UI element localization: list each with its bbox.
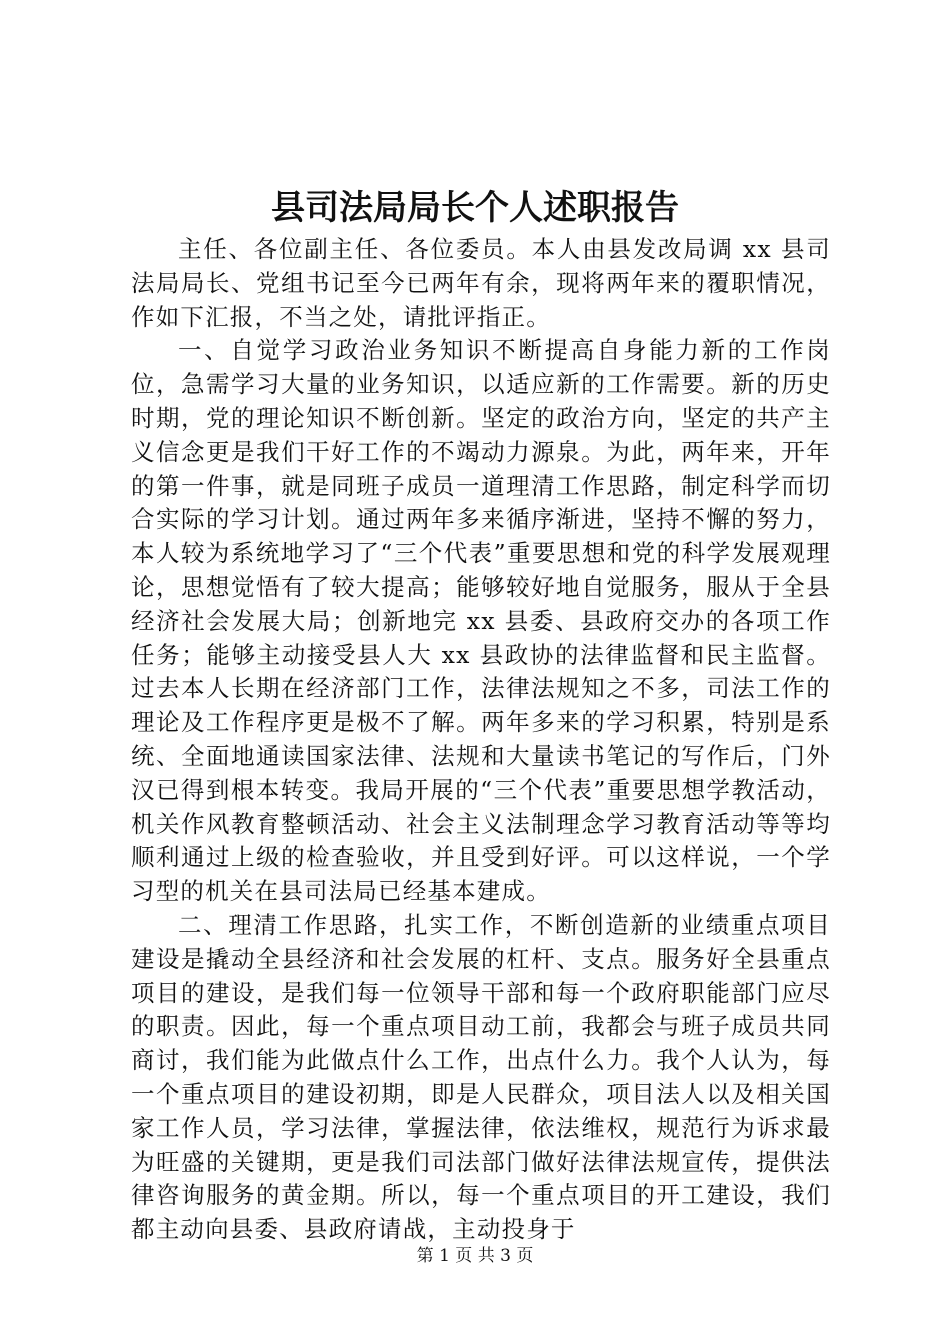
paragraph-intro: 主任、各位副主任、各位委员。本人由县发改局调 xx 县司法局局长、党组书记至今已两年有余，现将两年来的覆职情况，作如下汇报，不当之处，请批评指正。 (131, 235, 831, 331)
paragraph-section-two: 二、理清工作思路，扎实工作，不断创造新的业绩重点项目建设是撬动全县经济和社会发展的杠杆、支点。服务好全县重点项目的建设，是我们每一位领导干部和每一个政府职能部门应尽的职责。因此，每一个重点项目动工前，我都会与班子成员共同商讨，我们能为此做点什么工作，出点什么力。我个人认为，每一个重点项目的建设初期，即是人民群众，项目法人以及相关国家工作人员，学习法律，掌握法律，依法维权，规范行为诉求最为旺盛的关键期，更是我们司法部门做好法律法规宣传，提供法律咨询服务的黄金期。所以，每一个重点项目的开工建设，我们都主动向县委、县政府请战，主动投身于 (131, 910, 831, 1244)
paragraph-section-one: 一、自觉学习政治业务知识不断提高自身能力新的工作岗位，急需学习大量的业务知识，以适应新的工作需要。新的历史时期，党的理论知识不断创新。坚定的政治方向，坚定的共产主义信念更是我们干好工作的不竭动力源泉。为此，两年来，开年的第一件事，就是同班子成员一道理清工作思路，制定科学而切合实际的学习计划。通过两年多来循序渐进，坚持不懈的努力，本人较为系统地学习了“三个代表”重要思想和党的科学发展观理论，思想觉悟有了较大提高；能够较好地自觉服务，服从于全县经济社会发展大局；创新地完 xx 县委、县政府交办的各项工作任务；能够主动接受县人大 xx 县政协的法律监督和民主监督。过去本人长期在经济部门工作，法律法规知之不多，司法工作的理论及工作程序更是极不了解。两年多来的学习积累，特别是系统、全面地通读国家法律、法规和大量读书笔记的写作后，门外汉已得到根本转变。我局开展的“三个代表”重要思想学教活动，机关作风教育整顿活动、社会主义法制理念学习教育活动等等均顺利通过上级的检查验收，并且受到好评。可以这样说，一个学习型的机关在县司法局已经基本建成。 (131, 336, 831, 906)
page-title: 县司法局局长个人述职报告 (271, 188, 679, 228)
page-footer: 第 1 页 共 3 页 (416, 1246, 534, 1266)
document-body (131, 233, 831, 1247)
